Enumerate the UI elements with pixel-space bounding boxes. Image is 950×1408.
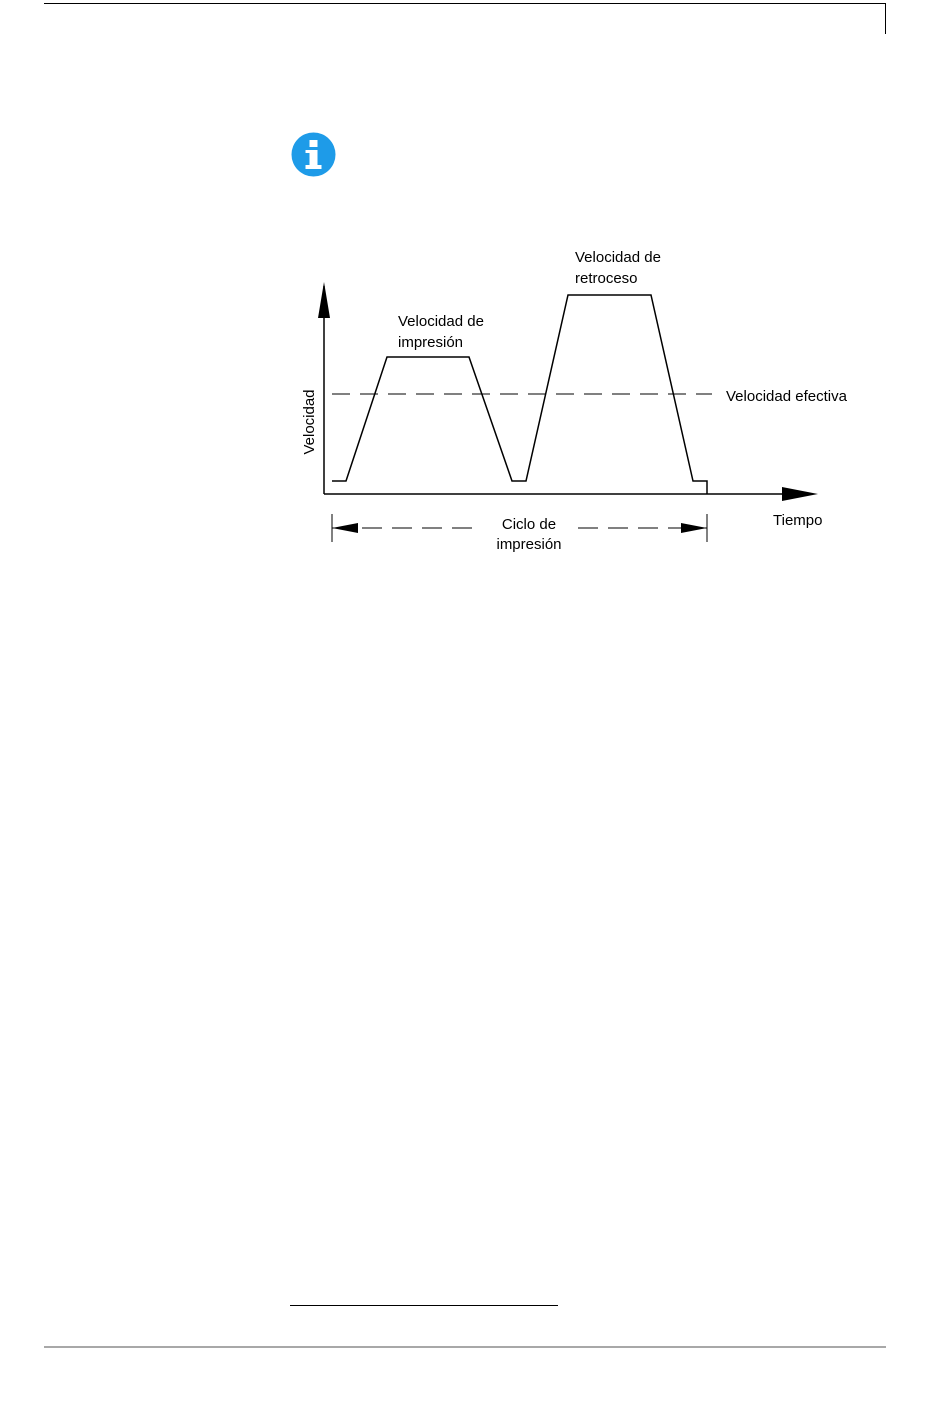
x-axis-label: Tiempo	[773, 512, 823, 529]
cycle-label-line-1: Ciclo de	[501, 516, 557, 533]
cycle-arrow-right	[681, 523, 707, 533]
header-rule	[44, 3, 886, 4]
footer-rule	[44, 1346, 886, 1348]
backfeed-speed-label-line-1: Velocidad de	[575, 249, 661, 266]
print-speed-label-line-2: impresión	[398, 334, 464, 351]
y-axis-label: Velocidad	[301, 389, 318, 455]
cycle-label-line-2: impresión	[496, 536, 562, 553]
effective-speed-label: Velocidad efectiva	[726, 388, 847, 405]
print-speed-label-line-1: Velocidad de	[398, 313, 484, 330]
backfeed-speed-label-line-2: retroceso	[575, 270, 638, 287]
footnote-separator	[290, 1305, 558, 1306]
speed-cycle-diagram	[280, 230, 890, 570]
x-axis-arrow	[782, 487, 818, 501]
cycle-arrow-left	[332, 523, 358, 533]
header-corner-tick	[885, 3, 886, 34]
y-axis-arrow	[318, 282, 330, 318]
info-icon	[291, 132, 336, 177]
